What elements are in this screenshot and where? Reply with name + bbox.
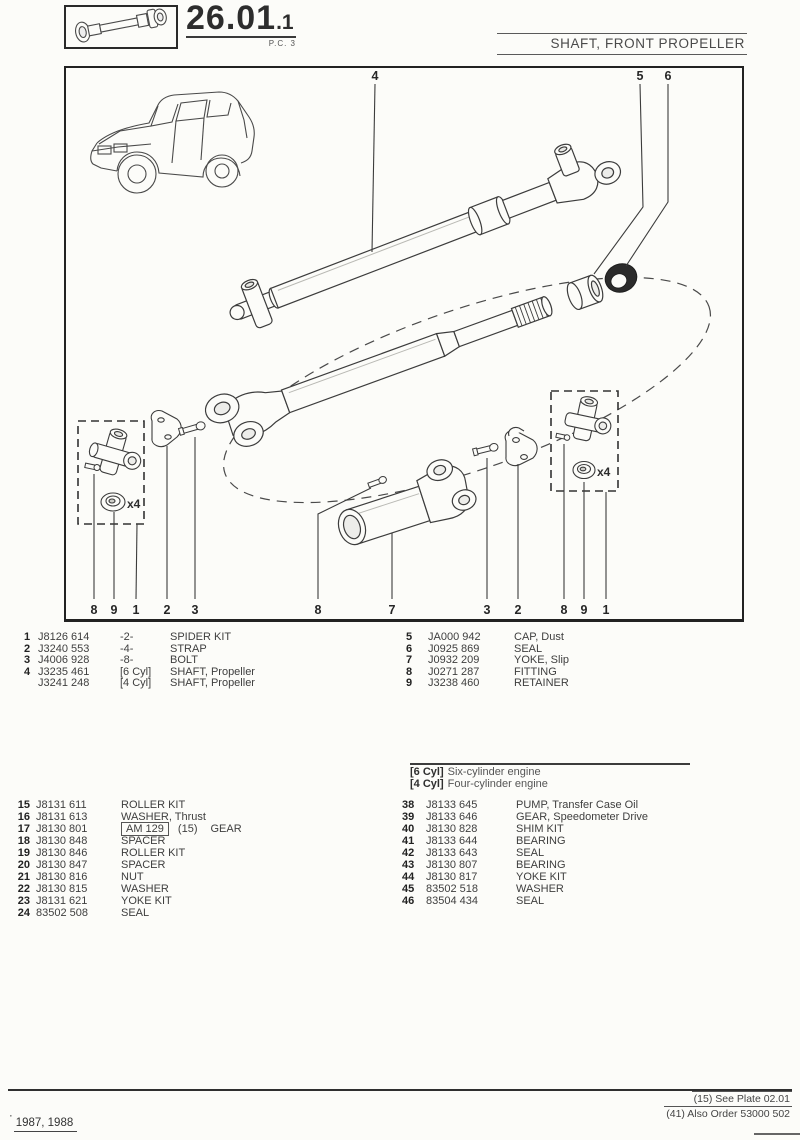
parts-row: 9 J3238 460 RETAINER <box>406 677 569 690</box>
parts-row: 5 JA000 942 CAP, Dust <box>406 631 564 643</box>
spider-kit-box-left <box>78 421 148 524</box>
seal-ring <box>601 259 641 296</box>
parts-row: 17 J8130 801 AM 129 (15) GEAR <box>17 823 242 835</box>
parts-row: 3 J4006 928 -8- BOLT <box>24 654 198 667</box>
parts-row: 7 J0932 209 YOKE, Slip <box>406 654 570 667</box>
callout-8a: 8 <box>90 603 98 617</box>
parts-row: 21 J8130 816 NUT <box>17 871 144 883</box>
exploded-diagram <box>64 66 744 622</box>
callout-1b: 1 <box>602 603 610 617</box>
page-title-wrap <box>497 33 747 55</box>
multiplier-label-left: x4 <box>127 497 141 511</box>
parts-row: 8 J0271 287 FITTING <box>406 665 557 678</box>
callout-9a: 9 <box>110 603 118 617</box>
callout-2a: 2 <box>163 603 171 617</box>
parts-row: 6 J0925 869 SEAL <box>406 642 543 655</box>
parts-row: 44 J8130 817 YOKE KIT <box>402 871 567 883</box>
parts-row: 40 J8130 828 SHIM KIT <box>402 823 564 835</box>
boxed-code: AM 129 <box>121 822 169 836</box>
parts-row: 45 83502 518 WASHER <box>402 883 564 895</box>
bolt-right <box>472 443 498 456</box>
upper-propeller-shaft <box>216 129 627 336</box>
strap-right <box>505 427 537 465</box>
footer-note-plate: (15) See Plate 02.01 <box>693 1093 790 1105</box>
parts-row: 18 J8130 848 SPACER <box>17 835 166 847</box>
callout-6: 6 <box>664 69 672 83</box>
corner-line <box>754 1133 800 1135</box>
parts-row: 41 J8133 644 BEARING <box>402 835 566 847</box>
slip-yoke <box>328 453 480 553</box>
footer-note-order: (41) Also Order 53000 502 <box>666 1108 790 1120</box>
bolt-left <box>178 421 206 436</box>
callout-9b: 9 <box>580 603 588 617</box>
spider-kit-box-right <box>551 391 618 491</box>
plate-code: P.C. 3 <box>268 39 296 48</box>
grease-fitting-left <box>85 462 101 471</box>
strap-left <box>151 411 181 447</box>
parts-list-lower-right <box>402 799 792 907</box>
callout-3b: 3 <box>483 603 491 617</box>
callout-2b: 2 <box>514 603 522 617</box>
section-number: 26.01 <box>186 0 277 37</box>
parts-row: 19 J8130 846 ROLLER KIT <box>17 847 186 859</box>
parts-row: 38 J8133 645 PUMP, Transfer Case Oil <box>402 799 639 811</box>
footer-years-text: 1987, 1988 <box>14 1117 78 1132</box>
parts-row: J3241 248 [4 Cyl] SHAFT, Propeller <box>38 677 255 690</box>
car-illustration <box>91 92 255 193</box>
parts-row: 15 J8131 611 ROLLER KIT <box>17 799 186 811</box>
engine-note-row: [6 Cyl] Six-cylinder engine <box>410 766 541 778</box>
footer-mark: '' <box>10 1115 11 1122</box>
bolt-center <box>367 475 387 488</box>
parts-list-lower-left <box>10 799 395 919</box>
leader-6 <box>626 84 668 266</box>
parts-row: 46 83504 434 SEAL <box>402 895 545 907</box>
leader-4 <box>372 84 375 252</box>
parts-row: 1 J8126 614 -2- SPIDER KIT <box>24 631 232 643</box>
parts-row: 23 J8131 621 YOKE KIT <box>17 895 172 907</box>
parts-row: 24 83502 508 SEAL <box>17 907 150 919</box>
parts-row: 16 J8131 613 WASHER, Thrust <box>17 811 206 823</box>
parts-row: 2 J3240 553 -4- STRAP <box>24 642 207 655</box>
multiplier-label-right: x4 <box>597 465 611 479</box>
retainer-washer-right <box>573 462 595 479</box>
shaft-thumbnail-box <box>64 5 178 49</box>
page-title: SHAFT, FRONT PROPELLER <box>497 33 747 55</box>
section-number-block <box>186 0 296 48</box>
footer-notes <box>664 1091 792 1121</box>
parts-row: 42 J8133 643 SEAL <box>402 847 545 859</box>
callout-1a: 1 <box>132 603 140 617</box>
callout-3a: 3 <box>191 603 199 617</box>
callout-7: 7 <box>388 603 396 617</box>
callout-8b: 8 <box>314 603 322 617</box>
shaft-thumbnail-icon <box>66 7 172 43</box>
parts-list-upper-left <box>16 632 396 690</box>
callout-4: 4 <box>371 69 379 83</box>
footer-years <box>10 1115 77 1132</box>
leader-1a <box>136 524 137 599</box>
engine-notes <box>410 763 690 790</box>
callout-5: 5 <box>636 69 644 83</box>
parts-row: 43 J8130 807 BEARING <box>402 859 566 871</box>
exploded-diagram-svg <box>64 66 744 622</box>
retainer-washer-left <box>101 493 125 511</box>
section-number-minor: .1 <box>276 11 294 34</box>
engine-note-row: [4 Cyl] Four-cylinder engine <box>410 777 548 790</box>
parts-row: 39 J8133 646 GEAR, Speedometer Drive <box>402 811 649 823</box>
parts-row: 4 J3235 461 [6 Cyl] SHAFT, Propeller <box>24 665 255 678</box>
parts-row: 20 J8130 847 SPACER <box>17 859 166 871</box>
parts-list-upper-right <box>406 632 786 690</box>
parts-row: 22 J8130 815 WASHER <box>17 883 169 895</box>
callout-8c: 8 <box>560 603 568 617</box>
